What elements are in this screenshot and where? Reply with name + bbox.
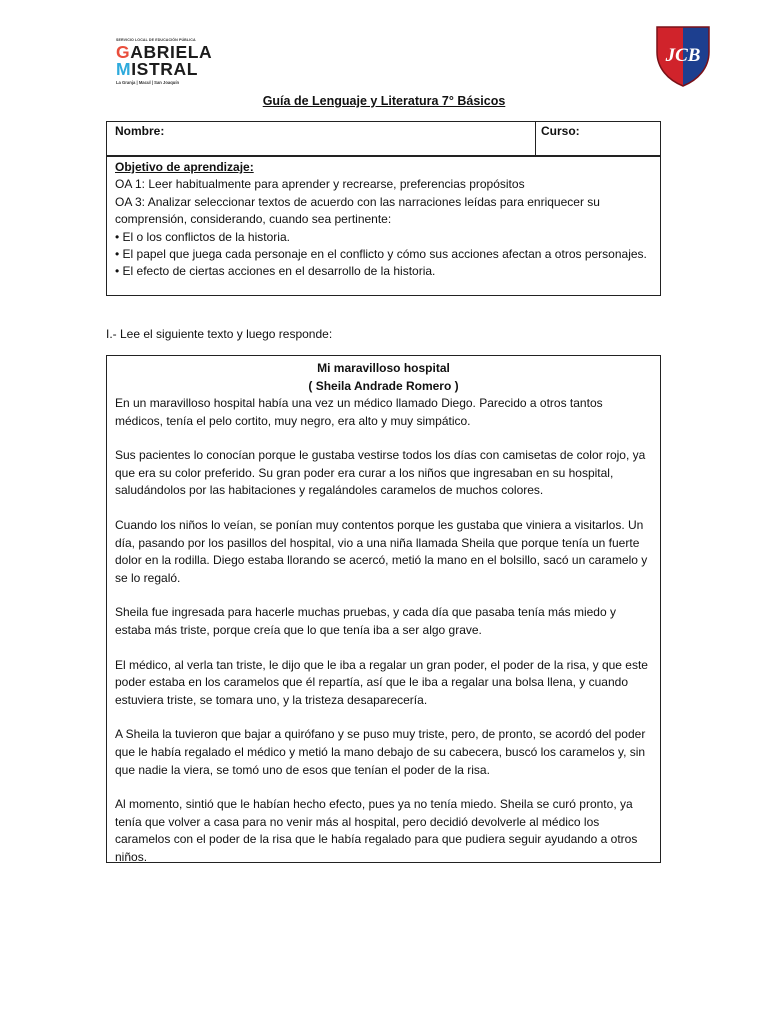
logo-letter: A bbox=[173, 59, 187, 79]
objective-bullet: • El papel que juega cada personaje en el conflicto y cómo sus acciones afectan a otros personajes. bbox=[115, 247, 647, 262]
logo-letter: T bbox=[148, 59, 161, 79]
story-author: ( Sheila Andrade Romero ) bbox=[308, 379, 459, 393]
logo-letter: R bbox=[156, 42, 170, 62]
logo-letter: E bbox=[175, 42, 188, 62]
logo-letter: I bbox=[131, 59, 137, 79]
story-paragraph: Al momento, sintió que le habían hecho efecto, pues ya no tenía miedo. Sheila se curó pronto, ya tenía que volver a casa para no venir más al hospital, pero decidió devolverle al médico los caramelos con el poder de la risa que le había regalado para que pudiera seguir ayudando a otros niños. bbox=[115, 797, 638, 864]
learning-objectives bbox=[115, 159, 652, 281]
name-course-row bbox=[107, 122, 660, 157]
school-shield-logo bbox=[654, 24, 712, 88]
story-paragraph: El médico, al verla tan triste, le dijo que le iba a regalar un gran poder, el poder de la risa, y que este poder estaba en los caramelos que él repartía, así que le iba a regalar una bolsa llena, y cuando estuviera triste, se tomara uno, y la tristeza desaparecería. bbox=[115, 657, 648, 707]
shield-monogram: JCB bbox=[665, 45, 701, 66]
logo-letter: M bbox=[116, 59, 132, 79]
objective-bullet: • El o los conflictos de la historia. bbox=[115, 229, 290, 244]
story-paragraph: En un maravilloso hospital había una vez un médico llamado Diego. Parecido a otros tantos médicos, tenía el pelo cortito, muy negro, era alto y muy simpático. bbox=[115, 396, 603, 428]
course-label: Curso: bbox=[541, 124, 580, 138]
logo-letter: I bbox=[169, 42, 176, 62]
story-paragraph: Sheila fue ingresada para hacerle muchas pruebas, y cada día que pasaba tenía más miedo y estaba más triste, porque creía que lo que tenía iba a ser algo grave. bbox=[115, 605, 616, 637]
logo-letter: A bbox=[130, 42, 144, 62]
reading-instruction: I.- Lee el siguiente texto y luego responde: bbox=[106, 327, 333, 341]
story-box bbox=[106, 355, 661, 863]
gabriela-mistral-logo bbox=[116, 38, 226, 88]
logo-tagline: La Granja | Macul | San Joaquín bbox=[116, 80, 180, 85]
objective-line: OA 1: Leer habitualmente para aprender y recrearse, preferencias propósitos bbox=[115, 177, 525, 192]
story-paragraph: Sus pacientes lo conocían porque le gustaba vestirse todos los días con camisetas de color rojo, ya que era su color preferido. Su gran poder era curar a los niños que ingresaban en su hospital, saludándolos por las habitaciones y regalándoles caramelos de muchos colores. bbox=[115, 448, 646, 498]
logo-letter: S bbox=[136, 59, 149, 79]
logo-subtitle: SERVICIO LOCAL DE EDUCACIÓN PÚBLICA bbox=[116, 38, 196, 42]
story-body bbox=[107, 395, 660, 866]
story-paragraph: A Sheila la tuvieron que bajar a quirófano y se puso muy triste, pero, de pronto, se acordó del poder que le había regalado el médico y metió la mano debajo de su cabecera, buscó los caramelos y, sin que nadie la viera, se tomó uno de esos que tenían el poder de la risa. bbox=[115, 727, 646, 777]
student-info-box bbox=[106, 121, 661, 296]
logo-name-line2 bbox=[116, 60, 198, 78]
logo-letter: A bbox=[199, 42, 213, 62]
document-title: Guía de Lenguaje y Literatura 7° Básicos bbox=[262, 94, 506, 108]
objective-bullet: • El efecto de ciertas acciones en el desarrollo de la historia. bbox=[115, 264, 436, 279]
logo-letter: L bbox=[187, 42, 200, 62]
logo-letter: B bbox=[143, 42, 157, 62]
story-paragraph: Cuando los niños lo veían, se ponían muy contentos porque les gustaba que viniera a visitarlos. Un día, pasando por los pasillos del hospital, vio a una niña llamada Sheila que porque tenía un fuerte dolor en la rodilla. Diego estaba llorando se acercó, metió la mano en el bolsillo, sacó un caramelo y se lo regaló. bbox=[115, 517, 648, 585]
objective-line: OA 3: Analizar seleccionar textos de acuerdo con las narraciones leídas para enriquecer su comprensión, considerando, cuando sea pertinente: bbox=[115, 194, 600, 227]
column-divider bbox=[535, 122, 536, 157]
logo-letter: L bbox=[186, 59, 199, 79]
objectives-heading: Objetivo de aprendizaje: bbox=[115, 160, 254, 174]
name-label: Nombre: bbox=[115, 124, 165, 138]
logo-letter: G bbox=[116, 42, 131, 62]
story-title: Mi maravilloso hospital bbox=[317, 361, 450, 375]
logo-letter: R bbox=[160, 59, 174, 79]
